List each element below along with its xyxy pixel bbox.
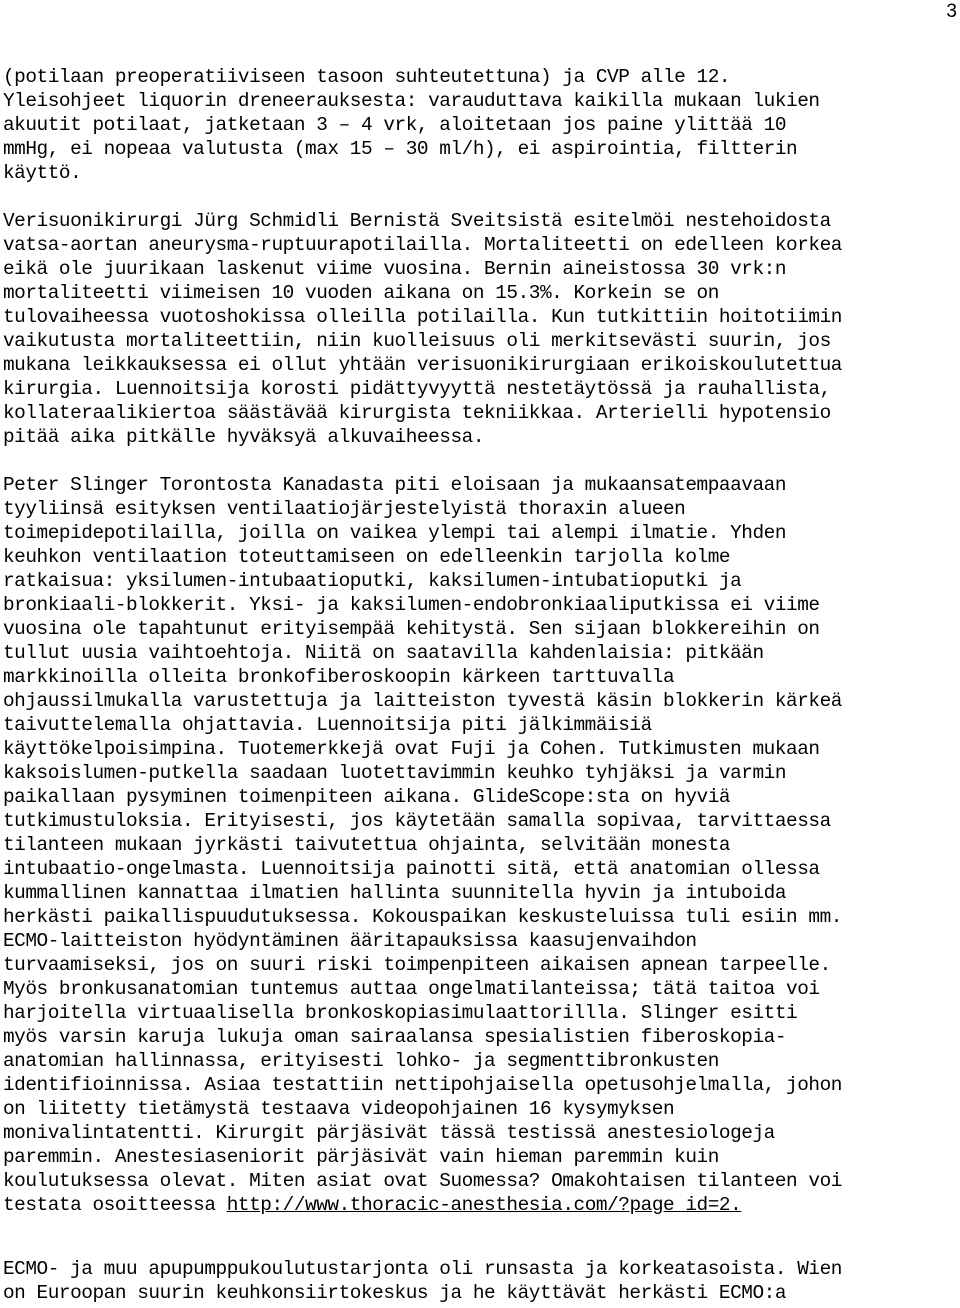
text-line: kollateraalikiertoa säästävää kirurgista tekniikkaa. Arterielli hypotensio xyxy=(3,402,831,424)
text-line: kummallinen kannattaa ilmatien hallinta suunnitella hyvin ja intuboida xyxy=(3,882,787,904)
text-line: ECMO- ja muu apupumppukoulutustarjonta oli runsasta ja korkeatasoista. Wien xyxy=(3,1258,842,1280)
paragraph-schmidli xyxy=(3,209,958,449)
text-line: anatomian hallinnassa, erityisesti lohko- ja segmenttibronkusten xyxy=(3,1050,719,1072)
text-line: kaksoislumen-putkella saadaan luotettavimmin keuhko tyhjäksi ja varmin xyxy=(3,762,787,784)
text-line: tulovaiheessa vuotoshokissa olleilla potilailla. Kun tutkittiin hoitotiimin xyxy=(3,306,842,328)
text-line: ohjaussilmukalla varustettuja ja laitteiston tyvestä käsin blokkerin kärkeä xyxy=(3,690,842,712)
text-line: identifioinnissa. Asiaa testattiin nettipohjaisella opetusohjelmalla, johon xyxy=(3,1074,842,1096)
link-prefix-text: testata osoitteessa xyxy=(3,1194,227,1216)
text-line: vuosina ole tapahtunut erityisempää kehitystä. Sen sijaan blokkereihin on xyxy=(3,618,820,640)
text-line: Peter Slinger Torontosta Kanadasta piti eloisaan ja mukaansatempaavaan xyxy=(3,474,787,496)
paragraph-slinger xyxy=(3,473,958,1217)
thoracic-anesthesia-link[interactable]: http://www.thoracic-anesthesia.com/?page_id=2. xyxy=(226,1194,742,1216)
text-line: Verisuonikirurgi Jürg Schmidli Bernistä Sveitsistä esitelmöi nestehoidosta xyxy=(3,210,831,232)
text-line: monivalintatentti. Kirurgit pärjäsivät tässä testissä anestesiologeja xyxy=(3,1122,775,1144)
text-line: mukana leikkauksessa ei ollut yhtään verisuonikirurgiaan erikoiskoulutettua xyxy=(3,354,842,376)
text-line-with-link xyxy=(3,1193,958,1217)
text-line: paikallaan pysyminen toimenpiteen aikana. GlideScope:sta on hyviä xyxy=(3,786,731,808)
paragraph-liquor-drainage xyxy=(3,65,958,185)
text-line: käyttökelpoisimpina. Tuotemerkkejä ovat Fuji ja Cohen. Tutkimusten mukaan xyxy=(3,738,820,760)
text-line: tutkimustuloksia. Erityisesti, jos käytetään samalla sopivaa, tarvittaessa xyxy=(3,810,831,832)
text-line: on Euroopan suurin keuhkonsiirtokeskus ja he käyttävät herkästi ECMO:a xyxy=(3,1282,787,1304)
text-line: tyyliinsä esityksen ventilaatiojärjestelyistä thoraxin alueen xyxy=(3,498,686,520)
text-line: mmHg, ei nopeaa valutusta (max 15 – 30 ml/h), ei aspirointia, filtterin xyxy=(3,138,798,160)
text-line: mortaliteetti viimeisen 10 vuoden aikana on 15.3%. Korkein se on xyxy=(3,282,719,304)
text-line: pitää aika pitkälle hyväksyä alkuvaiheessa. xyxy=(3,426,485,448)
text-line: toimepidepotilailla, joilla on vaikea ylempi tai alempi ilmatie. Yhden xyxy=(3,522,787,544)
text-line: intubaatio-ongelmasta. Luennoitsija painotti sitä, että anatomian ollessa xyxy=(3,858,820,880)
text-line: myös varsin karuja lukuja oman sairaalansa spesialistien fiberoskopia- xyxy=(3,1026,787,1048)
text-line: taivuttelemalla ohjattavia. Luennoitsija piti jälkimmäisiä xyxy=(3,714,652,736)
text-line: kirurgia. Luennoitsija korosti pidättyvyyttä nestetäytössä ja rauhallista, xyxy=(3,378,831,400)
text-line: Myös bronkusanatomian tuntemus auttaa ongelmatilanteissa; tätä taitoa voi xyxy=(3,978,820,1000)
text-line: harjoitella virtuaalisella bronkoskopiasimulaattorillla. Slinger esitti xyxy=(3,1002,798,1024)
text-line: on liitetty tietämystä testaava videopohjainen 16 kysymyksen xyxy=(3,1098,675,1120)
paragraph-ecmo xyxy=(3,1257,958,1305)
text-line: turvaamiseksi, jos on suuri riski toimpenpiteen aikaisen apnean tarpeelle. xyxy=(3,954,831,976)
text-line: käyttö. xyxy=(3,162,82,184)
text-line: ECMO-laitteiston hyödyntäminen ääritapauksissa kaasujenvaihdon xyxy=(3,930,697,952)
text-line: koulutuksessa olevat. Miten asiat ovat Suomessa? Omakohtaisen tilanteen voi xyxy=(3,1170,842,1192)
text-line: tullut uusia vaihtoehtoja. Niitä on saatavilla kahdenlaisia: pitkään xyxy=(3,642,764,664)
text-line: herkästi paikallispuudutuksessa. Kokouspaikan keskusteluissa tuli esiin mm. xyxy=(3,906,842,928)
text-line: tilanteen mukaan jyrkästi taivutettua ohjainta, selvitään monesta xyxy=(3,834,731,856)
text-line: eikä ole juurikaan laskenut viime vuosina. Bernin aineistossa 30 vrk:n xyxy=(3,258,787,280)
text-line: bronkiaali-blokkerit. Yksi- ja kaksilumen-endobronkiaaliputkissa ei viime xyxy=(3,594,820,616)
page-number: 3 xyxy=(946,1,957,22)
text-line: vaikutusta mortaliteettiin, niin kuolleisuus oli merkitsevästi suurin, jos xyxy=(3,330,831,352)
text-line: (potilaan preoperatiiviseen tasoon suhteutettuna) ja CVP alle 12. xyxy=(3,66,731,88)
text-line: akuutit potilaat, jatketaan 3 – 4 vrk, aloitetaan jos paine ylittää 10 xyxy=(3,114,787,136)
document-body xyxy=(3,65,958,1305)
text-line: markkinoilla olleita bronkofiberoskoopin kärkeen tarttuvalla xyxy=(3,666,675,688)
text-line: ratkaisua: yksilumen-intubaatioputki, kaksilumen-intubatioputki ja xyxy=(3,570,742,592)
text-line: paremmin. Anestesiaseniorit pärjäsivät vain hieman paremmin kuin xyxy=(3,1146,719,1168)
text-line: vatsa-aortan aneurysma-ruptuurapotilailla. Mortaliteetti on edelleen korkea xyxy=(3,234,842,256)
text-line: keuhkon ventilaation toteuttamiseen on edelleenkin tarjolla kolme xyxy=(3,546,731,568)
text-line: Yleisohjeet liquorin dreneerauksesta: varauduttava kaikilla mukaan lukien xyxy=(3,90,820,112)
